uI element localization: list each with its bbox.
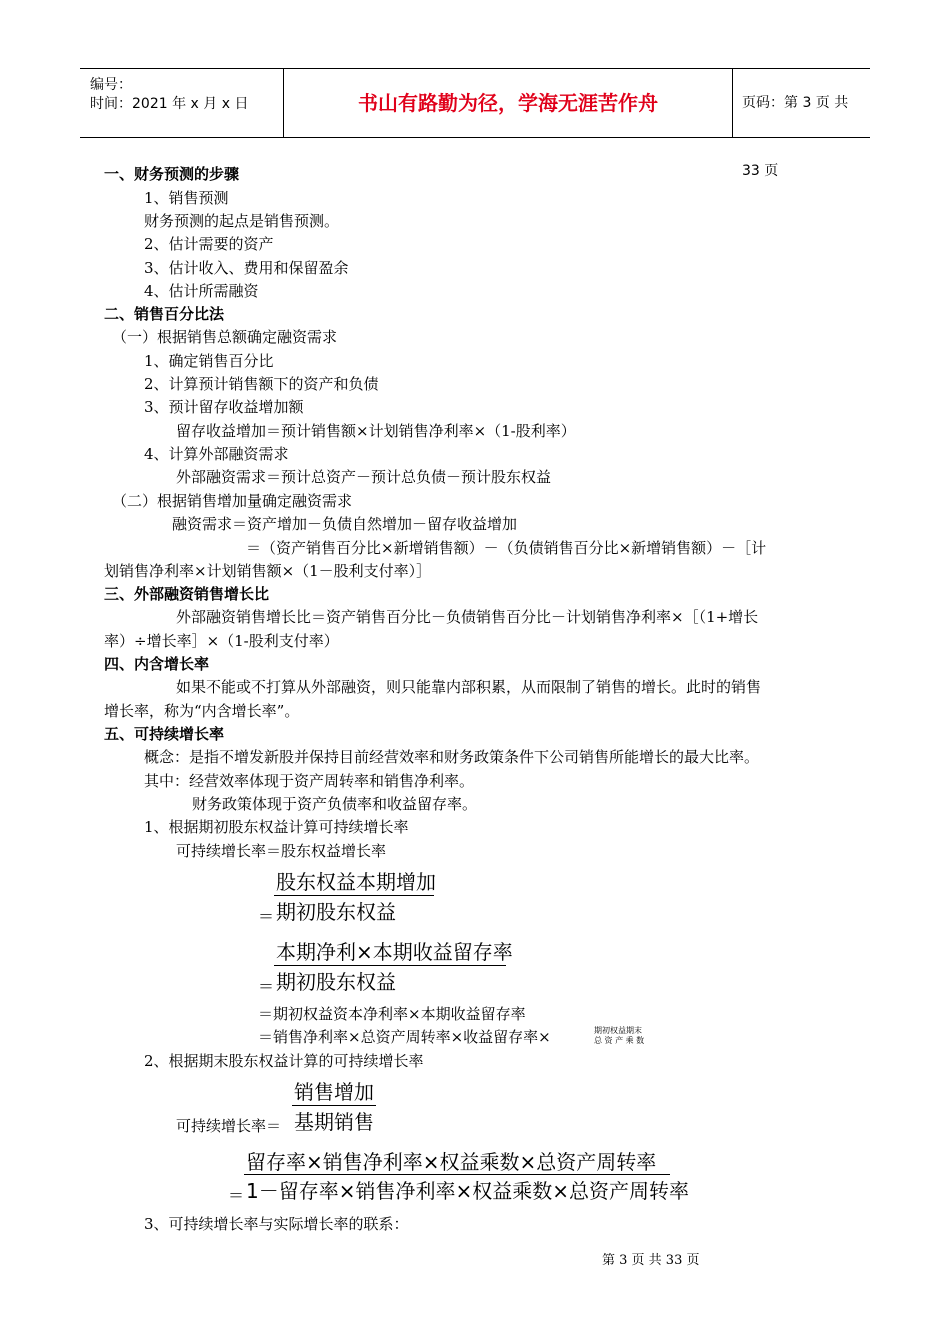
concept-text: 概念：是指不增发新股并保持目前经营效率和财务政策条件下公司销售所能增长的最大比率。	[144, 748, 760, 766]
formula-financing-need: 融资需求＝资产增加－负债自然增加－留存收益增加	[172, 515, 518, 533]
header-meta-cell	[80, 69, 284, 137]
internal-growth-text-2: 增长率，称为“内含增长率”。	[104, 702, 300, 720]
fraction-3-denominator: 基期销售	[294, 1110, 374, 1134]
step-4: 4、估计所需融资	[144, 282, 259, 300]
formula-financing-need-3: 划销售净利率×计划销售额×（1－股利支付率）］	[104, 562, 432, 580]
formula-sgr-4-small-bottom: 总 资 产 乘 数	[594, 1036, 645, 1045]
code-label: 编号：	[90, 77, 132, 93]
page-footer: 第 3 页 共 33 页	[602, 1253, 700, 1268]
internal-growth-text-1: 如果不能或不打算从外部融资，则只能靠内部积累，从而限制了销售的增长。此时的销售	[176, 678, 762, 696]
fraction-2-denominator: 期初股东权益	[276, 970, 396, 994]
step-2a-3: 3、预计留存收益增加额	[144, 398, 304, 416]
step-5-2: 2、根据期末股东权益计算的可持续增长率	[144, 1052, 424, 1070]
step-2a-4: 4、计算外部融资需求	[144, 445, 289, 463]
section-2-heading: 二、销售百分比法	[104, 305, 225, 323]
step-2a-1: 1、确定销售百分比	[144, 352, 274, 370]
fraction-1-numerator: 股东权益本期增加	[276, 870, 436, 894]
formula-sgr-1: 可持续增长率＝股东权益增长率	[176, 842, 387, 860]
among-text-1: 其中：经营效率体现于资产周转率和销售净利率。	[144, 772, 475, 790]
formula-sgr-end-label: 可持续增长率＝	[176, 1117, 282, 1135]
fraction-4-numerator: 留存率×销售净利率×权益乘数×总资产周转率	[246, 1150, 657, 1174]
time-label: 时间：2021 年 x 月 x 日	[90, 96, 249, 112]
formula-efsgr-2: 率）÷增长率］×（1-股利支付率）	[104, 632, 339, 650]
step-3: 3、估计收入、费用和保留盈余	[144, 259, 349, 277]
fraction-1-equals: ＝	[258, 907, 275, 926]
fraction-4-denominator: 1－留存率×销售净利率×权益乘数×总资产周转率	[246, 1179, 689, 1203]
step-5-1: 1、根据期初股东权益计算可持续增长率	[144, 818, 409, 836]
fraction-4-equals: ＝	[228, 1186, 245, 1205]
subsection-2a: （一）根据销售总额确定融资需求	[112, 328, 338, 346]
step-1: 1、销售预测	[144, 189, 229, 207]
fraction-1-denominator: 期初股东权益	[276, 900, 396, 924]
formula-retained-earnings: 留存收益增加＝预计销售额×计划销售净利率×（1-股利率）	[176, 422, 576, 440]
section-1-heading: 一、财务预测的步骤	[104, 165, 240, 183]
section-4-heading: 四、内含增长率	[104, 655, 210, 673]
step-2: 2、估计需要的资产	[144, 235, 274, 253]
formula-sgr-3: ＝期初权益资本净利率×本期收益留存率	[258, 1005, 526, 1023]
header-motto: 书山有路勤为径，学海无涯苦作舟	[284, 69, 733, 137]
section-5-heading: 五、可持续增长率	[104, 725, 225, 743]
formula-sgr-4-small-top: 期初权益期末	[594, 1026, 642, 1035]
formula-efsgr-1: 外部融资销售增长比＝资产销售百分比－负债销售百分比－计划销售净利率×［（1+增长	[176, 608, 759, 626]
step-1-text: 财务预测的起点是销售预测。	[144, 212, 340, 230]
step-5-3: 3、可持续增长率与实际增长率的联系：	[144, 1215, 409, 1233]
among-text-2: 财务政策体现于资产负债率和收益留存率。	[192, 795, 478, 813]
formula-sgr-4: ＝销售净利率×总资产周转率×收益留存率×	[258, 1028, 551, 1046]
fraction-2-numerator: 本期净利×本期收益留存率	[276, 940, 513, 964]
fraction-2-equals: ＝	[258, 977, 275, 996]
section-3-heading: 三、外部融资销售增长比	[104, 585, 270, 603]
header-page-info: 页码：第 3 页 共 33 页	[742, 95, 849, 179]
fraction-3-numerator: 销售增加	[294, 1080, 374, 1104]
subsection-2b: （二）根据销售增加量确定融资需求	[112, 492, 353, 510]
formula-financing-need-2: ＝（资产销售百分比×新增销售额）－（负债销售百分比×新增销售额）－［计	[246, 539, 767, 557]
step-2a-2: 2、计算预计销售额下的资产和负债	[144, 375, 379, 393]
formula-external-financing: 外部融资需求＝预计总资产－预计总负债－预计股东权益	[176, 468, 552, 486]
